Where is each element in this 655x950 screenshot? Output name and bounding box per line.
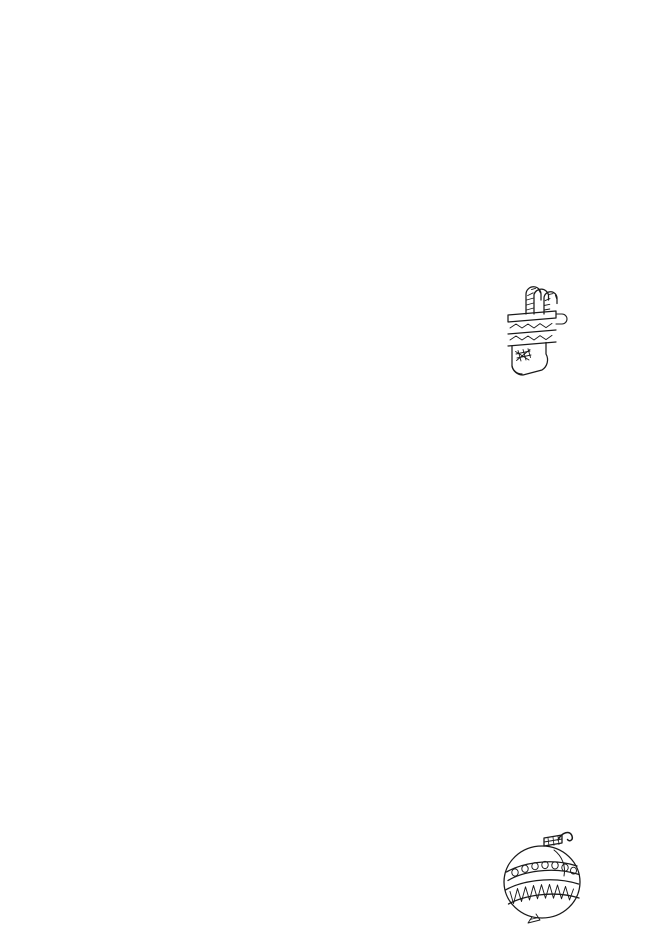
christmas-stocking-icon xyxy=(486,278,582,376)
border-left xyxy=(2,30,48,920)
christmas-bauble-icon xyxy=(492,820,596,926)
border-top xyxy=(0,2,655,48)
border-right xyxy=(607,30,653,920)
document-body xyxy=(48,44,608,91)
